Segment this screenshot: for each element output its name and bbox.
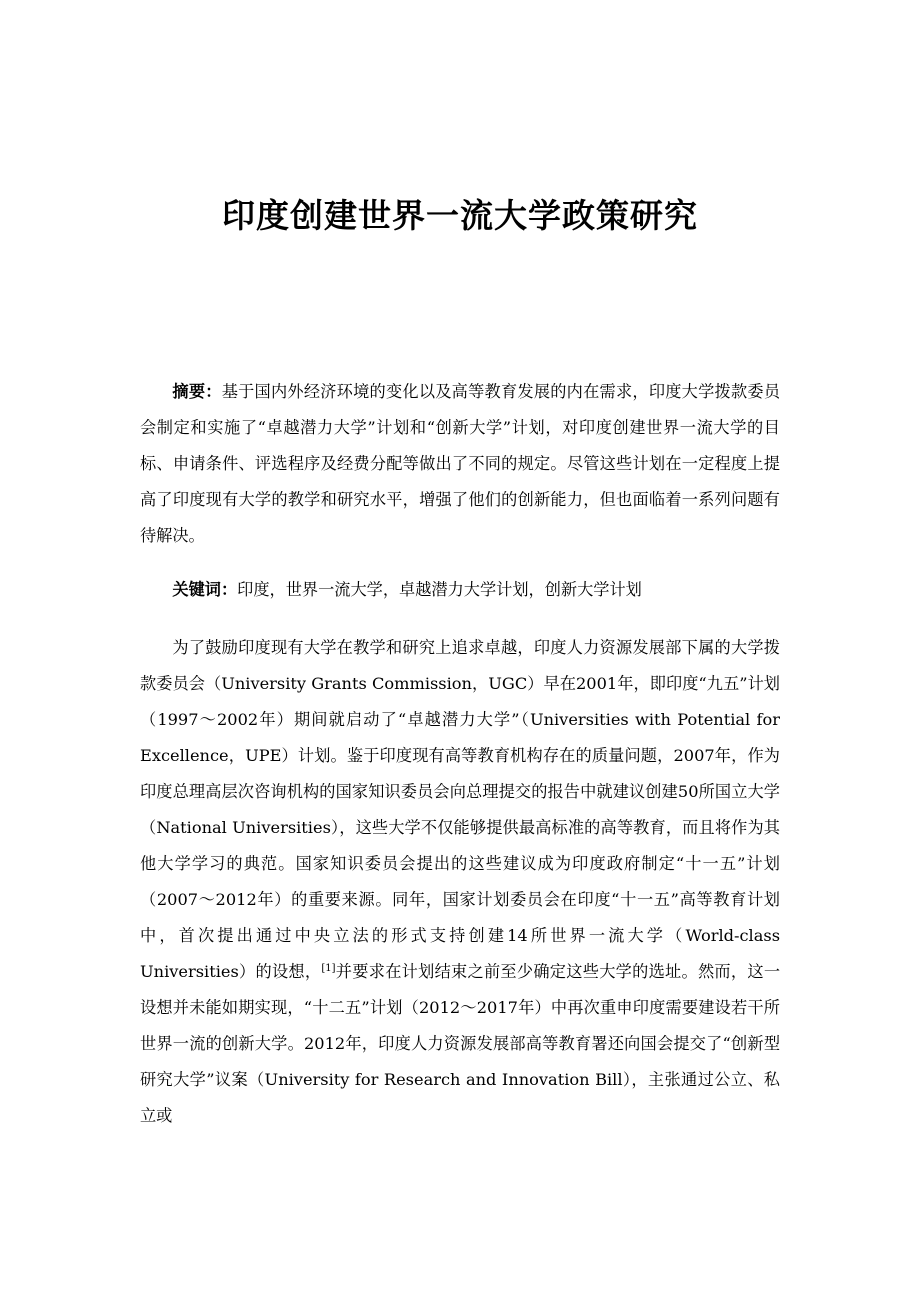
body-paragraph xyxy=(140,630,780,1134)
body-text-part1: 为了鼓励印度现有大学在教学和研究上追求卓越，印度人力资源发展部下属的大学拨款委员会（University Grants Commission，UGC）早在2001年，即印度“九五”计划（1997～2002年）期间就启动了“卓越潜力大学”（Universities with Potential for Excellence，UPE）计划。鉴于印度现有高等教育机构存在的质量问题，2007年，作为印度总理高层次咨询机构的国家知识委员会向总理提交的报告中就建议创建50所国立大学（National Universities），这些大学不仅能够提供最高标准的高等教育，而且将作为其他大学学习的典范。国家知识委员会提出的这些建议成为印度政府制定“十一五”计划（2007～2012年）的重要来源。同年，国家计划委员会在印度“十一五”高等教育计划中，首次提出通过中央立法的形式支持创建14所世界一流大学（World-class Universities）的设想， xyxy=(140,638,780,981)
keywords-label: 关键词： xyxy=(172,580,238,599)
body-text-part2: 并要求在计划结束之前至少确定这些大学的选址。然而，这一设想并未能如期实现，“十二五”计划（2012～2017年）中再次重申印度需要建设若干所世界一流的创新大学。2012年，印度人力资源发展部高等教育署还向国会提交了“创新型研究大学”议案（University for Research and Innovation Bill），主张通过公立、私立或 xyxy=(140,962,781,1125)
abstract-paragraph xyxy=(140,374,780,554)
keywords-paragraph xyxy=(140,572,780,608)
citation-reference[interactable]: [1] xyxy=(321,963,336,974)
abstract-label: 摘要： xyxy=(172,382,222,401)
page-title: 印度创建世界一流大学政策研究 xyxy=(222,196,698,235)
abstract-text: 基于国内外经济环境的变化以及高等教育发展的内在需求，印度大学拨款委员会制定和实施了“卓越潜力大学”计划和“创新大学”计划，对印度创建世界一流大学的目标、申请条件、评选程序及经费分配等做出了不同的规定。尽管这些计划在一定程度上提高了印度现有大学的教学和研究水平，增强了他们的创新能力，但也面临着一系列问题有待解决。 xyxy=(140,382,781,545)
keywords-text: 印度，世界一流大学，卓越潜力大学计划，创新大学计划 xyxy=(237,580,642,599)
